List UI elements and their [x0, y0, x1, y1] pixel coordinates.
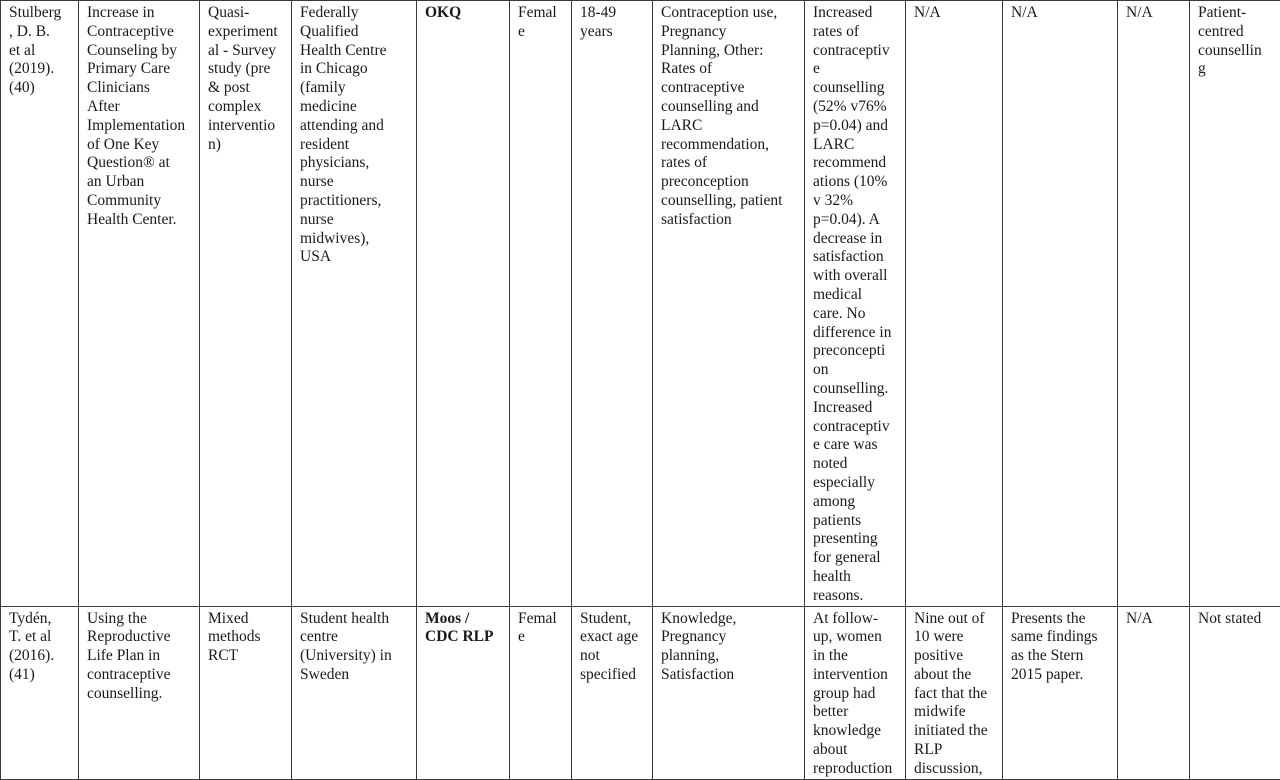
- column-10-cell: N/A: [906, 1, 1003, 607]
- column-10-cell: Nine out of 10 were positive about the fact that the midwife initiated the RLP discussion,: [906, 606, 1003, 779]
- sex-cell: Femal e: [510, 1, 572, 607]
- column-12-cell: N/A: [1118, 606, 1190, 779]
- column-13-cell: Patient- centred counsellin g: [1190, 1, 1280, 607]
- tool-cell: [417, 1, 510, 607]
- column-11-cell: N/A: [1003, 1, 1118, 607]
- column-12-cell: N/A: [1118, 1, 1190, 607]
- study-title-cell: Using the Reproductive Life Plan in contraceptive counselling.: [79, 606, 200, 779]
- outcomes-cell: Contraception use, Pregnancy Planning, Other: Rates of contraceptive counselling and LARC recommendation, rates of preconception counselling, patient satisfaction: [653, 1, 805, 607]
- table-row: [1, 606, 1280, 779]
- tool-name: OKQ: [425, 4, 461, 21]
- age-cell: 18-49 years: [572, 1, 653, 607]
- tool-name: Moos / CDC RLP: [425, 610, 493, 646]
- sex-cell: Femal e: [510, 606, 572, 779]
- column-11-cell: Presents the same findings as the Stern 2015 paper.: [1003, 606, 1118, 779]
- results-cell: At follow- up, women in the intervention group had better knowledge about reproduction: [805, 606, 906, 779]
- study-citation-cell: Stulberg , D. B. et al (2019). (40): [1, 1, 79, 607]
- study-title-cell: Increase in Contraceptive Counseling by Primary Care Clinicians After Implementation of One Key Question® at an Urban Community Health Center.: [79, 1, 200, 607]
- results-cell: Increased rates of contraceptiv e counselling (52% v76% p=0.04) and LARC recommend ations (10% v 32% p=0.04). A decrease in satisfaction with overall medical care. No difference in preconcepti on counselling. Increased contraceptiv e care was noted especially among patients presenting for general health reasons.: [805, 1, 906, 607]
- study-design-cell: Mixed methods RCT: [200, 606, 292, 779]
- study-design-cell: Quasi- experiment al - Survey study (pre & post complex interventio n): [200, 1, 292, 607]
- age-cell: Student, exact age not specified: [572, 606, 653, 779]
- table-row: [1, 1, 1280, 607]
- tool-cell: [417, 606, 510, 779]
- column-13-cell: Not stated: [1190, 606, 1280, 779]
- study-citation-cell: Tydén, T. et al (2016). (41): [1, 606, 79, 779]
- outcomes-cell: Knowledge, Pregnancy planning, Satisfaction: [653, 606, 805, 779]
- study-setting-cell: Federally Qualified Health Centre in Chicago (family medicine attending and resident physicians, nurse practitioners, nurse midwives), USA: [292, 1, 417, 607]
- study-setting-cell: Student health centre (University) in Sweden: [292, 606, 417, 779]
